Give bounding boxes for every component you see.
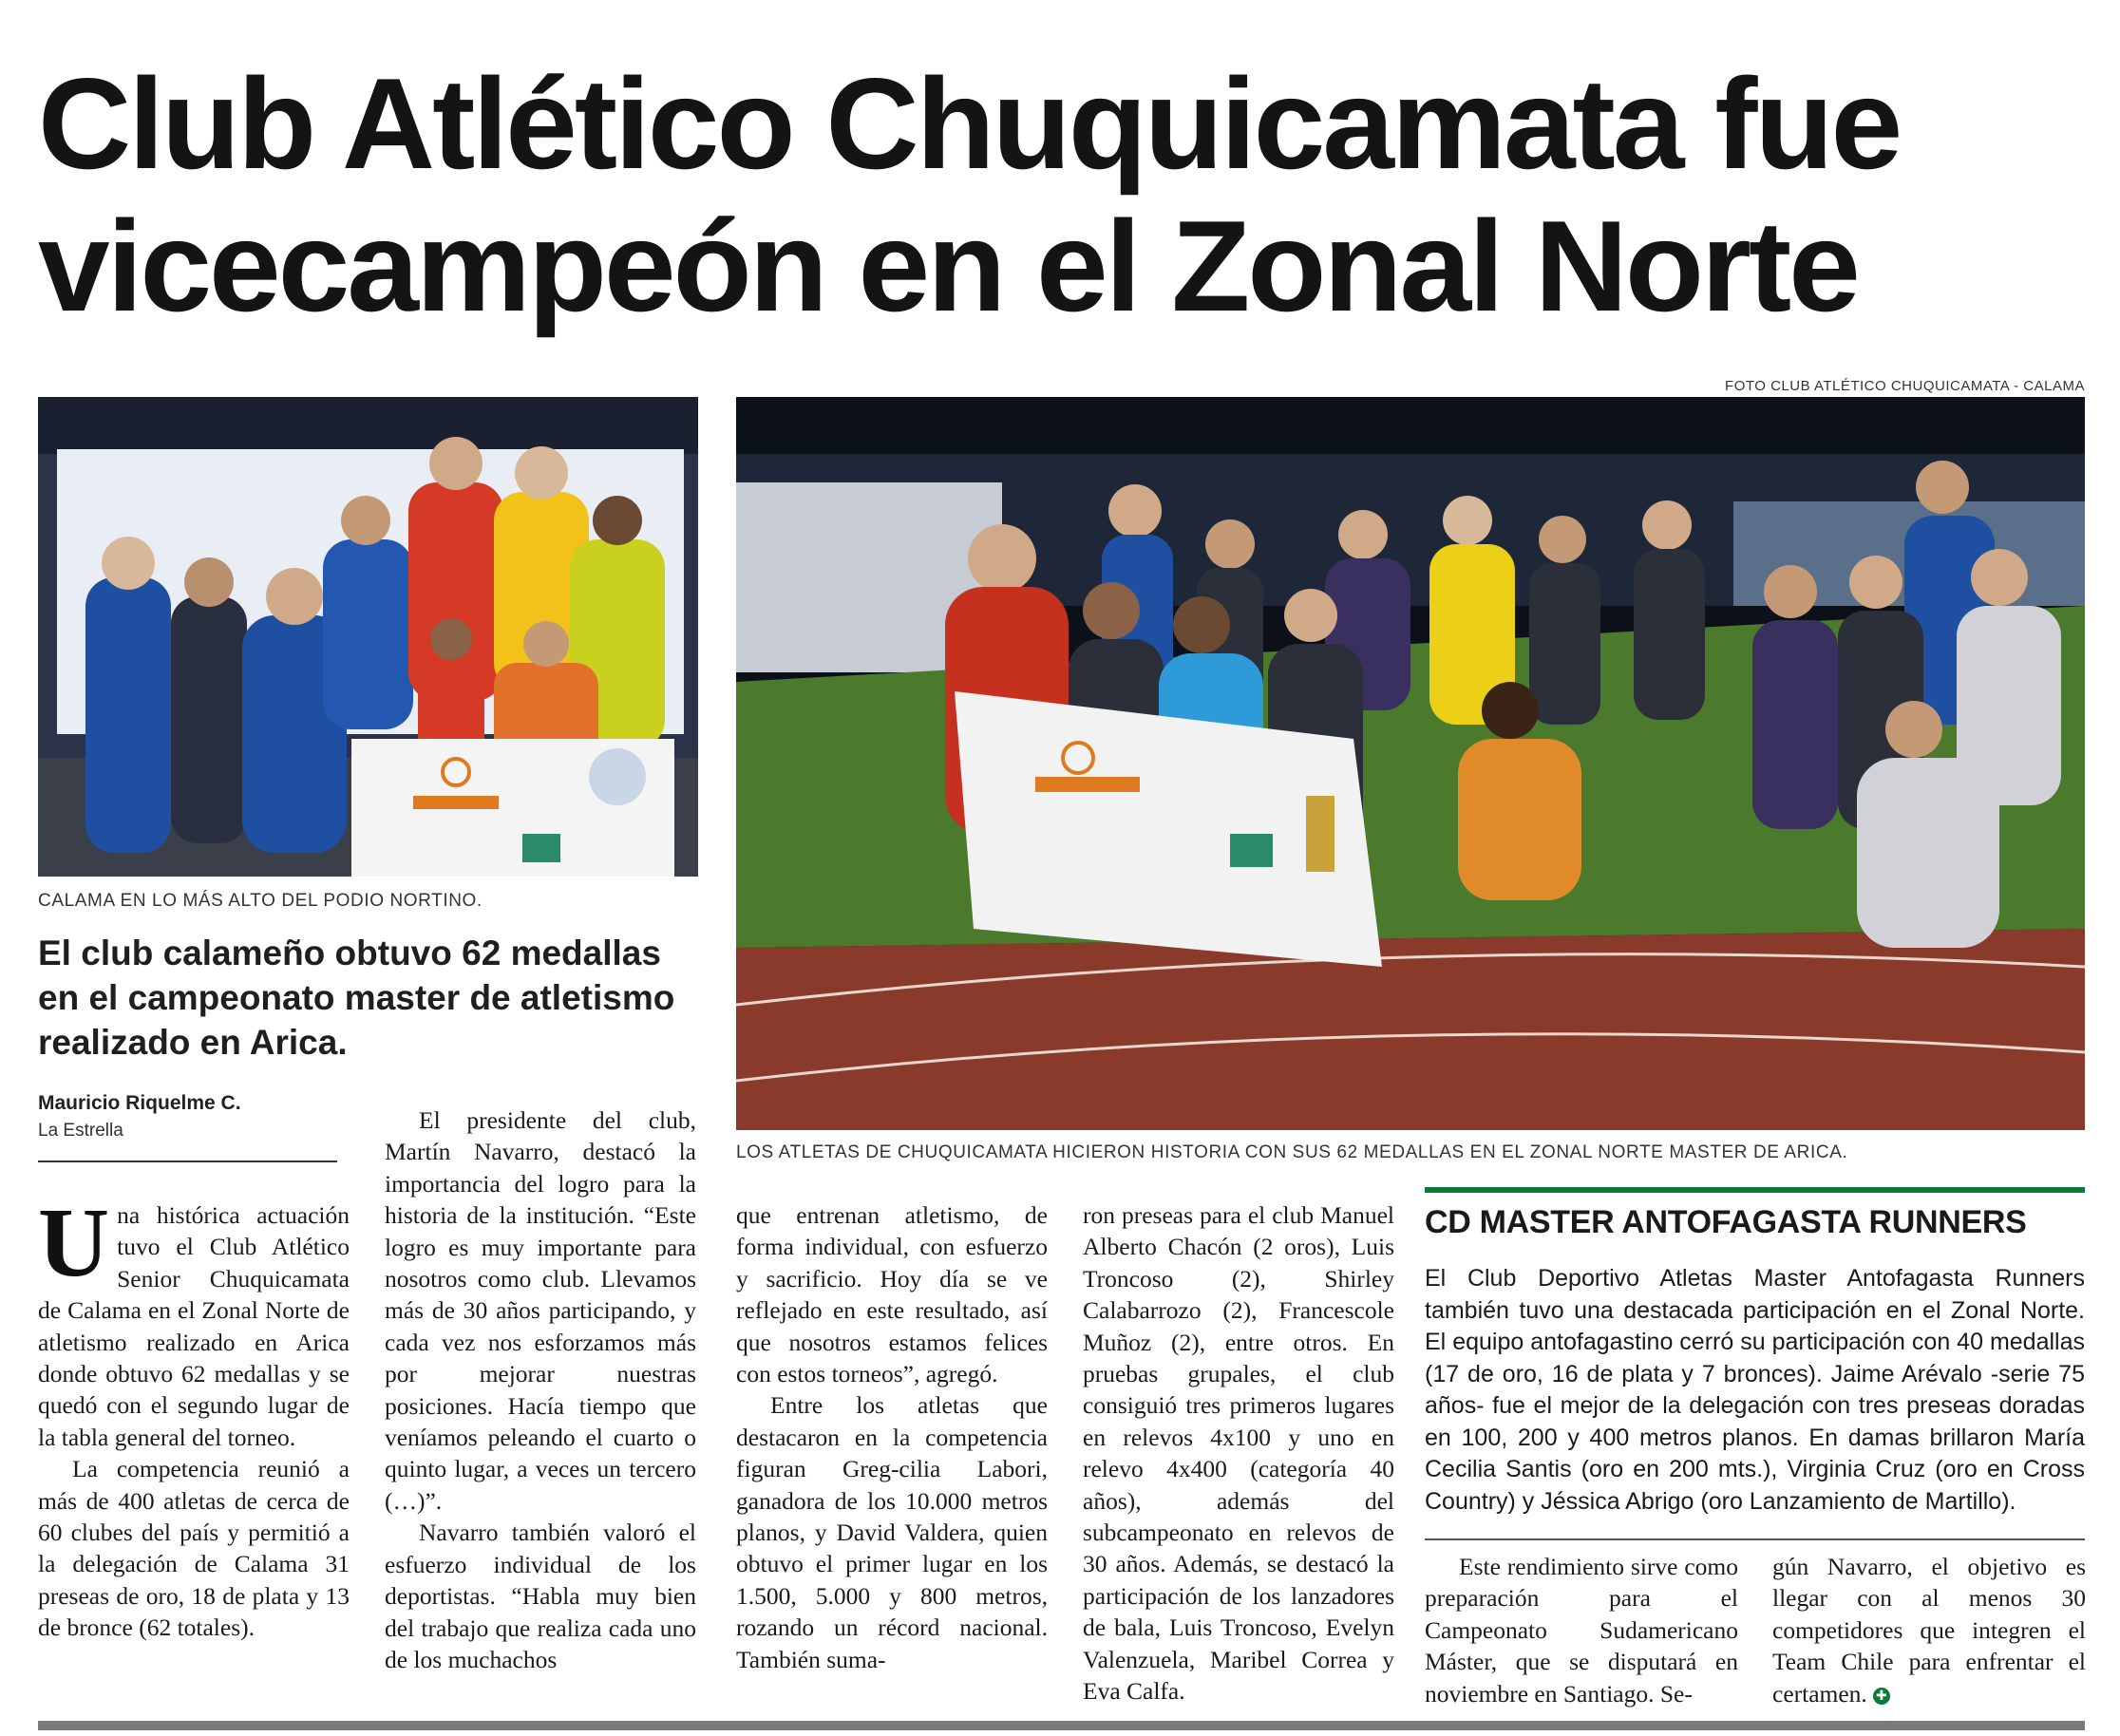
article-paragraph: El presidente del club, Martín Navarro, destacó la importancia del logro para la historia de la institución. “Este logro es muy importante para nosotros como club. Llevamos más de 30 años participando, y cada vez nos esforzamos más por mejorar nuestras posiciones. Hacía tiempo que veníamos peleando el cuarto o quinto lugar, a veces un tercero (…)”. [385,1106,696,1515]
headline [38,52,2090,337]
article-paragraph: Entre los atletas que destacaron en la competencia figuran Greg-cilia Labori, ganadora de los 10.000 metros planos, y David Valdera, quien obtuvo el primer lugar en los 1.500, 5.000 y 800 metros, rozando un récord nacional. También suma- [736,1391,1048,1673]
sidebar-divider [1425,1538,2085,1540]
byline-author: Mauricio Riquelme C. [38,1092,241,1114]
article-column-3 [736,1199,1048,1675]
byline-source: La Estrella [38,1121,123,1141]
sidebar-body: El Club Deportivo Atletas Master Antofagasta Runners también tuvo una destacada participación en el Zonal Norte. El equipo antofagastino cerró su participación con 40 medallas (17 de oro, 16 de plata y 7 bronces). Jaime Arévalo -serie 75 años- fue el mejor de la delegación con tres preseas doradas en 100, 200 y 400 metros planos. En damas brillaron María Cecilia Santis (oro en 200 mts.), Virginia Cruz (oro en Cross Country) y Jéssica Abrigo (oro Lanzamiento de Martillo). [1425,1265,2085,1515]
sidebar-title: CD MASTER ANTOFAGASTA RUNNERS [1425,1204,2027,1240]
podium-photo-caption: CALAMA EN LO MÁS ALTO DEL PODIO NORTINO. [38,891,483,911]
article-paragraph: que entrenan atletismo, de forma individual, con esfuerzo y sacrificio. Hoy día se ve reflejado en este resultado, así que nosotros estamos felices con estos torneos”, agregó. [736,1201,1048,1388]
article-column-1 [38,1188,350,1644]
article-paragraph: Este rendimiento sirve como preparación para el Campeonato Sudamericano Máster, que se disputará en noviembre en Santiago. Se- [1425,1553,1738,1708]
article-paragraph: na histórica actuación tuvo el Club Atlético Senior Chuquicamata de Calama en el Zonal Norte de atletismo realizado en Arica donde obtuvo 62 medallas y se quedó con el segundo lugar de la tabla general del torneo. [38,1201,350,1451]
article-paragraph: Navarro también valoró el esfuerzo individual de los deportistas. “Habla muy bien del trabajo que realiza cada uno de los muchachos [385,1519,696,1673]
article-paragraph: ron preseas para el club Manuel Alberto Chacón (2 oros), Luis Troncoso (2), Shirley Calabarrozo (2), Francescole Muñoz (2), entre otros. En pruebas grupales, el club consiguió tres primeros lugares en relevos 4x100 y uno en relevo 4x400 (categoría 40 años), además del subcampeonato en relevos de 30 años. Además, se destacó la participación de los lanzadores de bala, Luis Troncoso, Evelyn Valenzuela, Maribel Correa y Eva Calfa. [1083,1201,1394,1706]
dropcap: U [38,1188,110,1297]
team-photo [736,397,2085,1130]
end-of-article-icon: ✚ [1873,1688,1890,1705]
article-paragraph: La competencia reunió a más de 400 atletas de cerca de 60 clubes del país y permitió a la delegación de Calama 31 preseas de oro, 18 de plata y 13 de bronce (62 totales). [38,1455,350,1642]
team-photo-caption: LOS ATLETAS DE CHUQUICAMATA HICIERON HISTORIA CON SUS 62 MEDALLAS EN EL ZONAL NORTE MASTER DE ARICA. [736,1142,1848,1162]
page-bottom-bar [38,1721,2085,1730]
byline-divider [38,1160,337,1162]
sidebar-accent-bar [1425,1187,2085,1193]
article-column-5 [1425,1551,1738,1709]
headline-line-2: vicecampeón en el Zonal Norte [38,194,1858,338]
article-column-4 [1083,1199,1394,1708]
article-column-6 [1772,1551,2086,1709]
subheadline: El club calameño obtuvo 62 medallas en el campeonato master de atletismo realizado en Arica. [38,934,675,1062]
article-paragraph: gún Navarro, el objetivo es llegar con al menos 30 competidores que integren el Team Chile para enfrentar el certamen. [1772,1553,2086,1708]
photo-credit: FOTO CLUB ATLÉTICO CHUQUICAMATA - CALAMA [1725,378,2085,394]
headline-line-1: Club Atlético Chuquicamata fue [38,51,1901,196]
podium-photo [38,397,698,877]
article-column-2 [385,1104,696,1675]
